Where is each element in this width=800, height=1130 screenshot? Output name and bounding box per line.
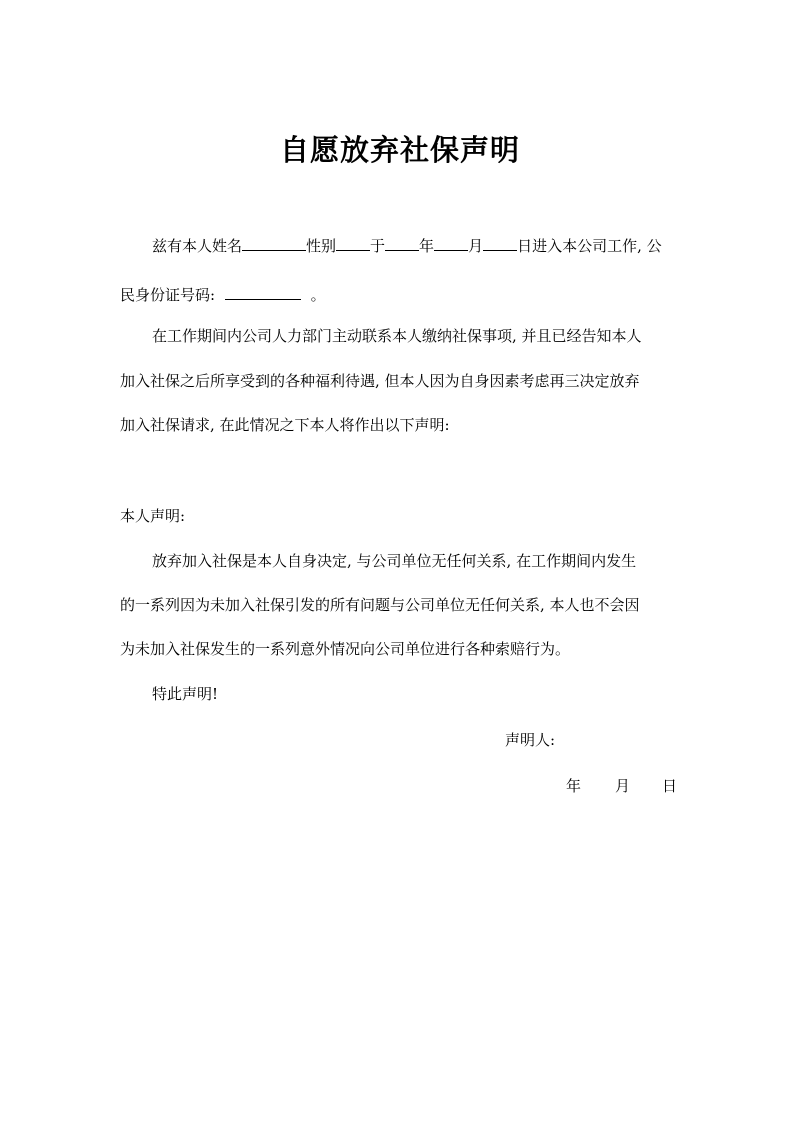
declaration-line: 的一系列因为未加入社保引发的所有问题与公司单位无任何关系, 本人也不会因: [120, 596, 640, 614]
declaration-heading: 本人声明:: [120, 507, 186, 525]
id-number-period: 。: [310, 286, 326, 304]
name-label: 兹有本人姓名: [152, 237, 243, 255]
year-blank: [385, 234, 419, 251]
date-year-label: 年: [566, 777, 582, 795]
day-blank: [483, 234, 517, 251]
id-number-line: [120, 283, 326, 306]
signature-label: 声明人:: [505, 731, 556, 749]
paragraph-line: 加入社保请求, 在此情况之下本人将作出以下声明:: [120, 416, 450, 434]
join-company-text: 日进入本公司工作, 公: [517, 237, 662, 255]
on-label: 于: [370, 237, 386, 255]
date-month-label: 月: [615, 777, 631, 795]
gender-blank: [336, 234, 370, 251]
paragraph-line: 加入社保之后所享受到的各种福利待遇, 但本人因为自身因素考虑再三决定放弃: [120, 372, 640, 390]
declaration-line: 放弃加入社保是本人自身决定, 与公司单位无任何关系, 在工作期间内发生: [152, 552, 637, 570]
month-label: 月: [468, 237, 484, 255]
date-day-label: 日: [662, 777, 678, 795]
personal-info-line: [152, 234, 682, 257]
closing-text: 特此声明!: [152, 685, 219, 703]
paragraph-line: 在工作期间内公司人力部门主动联系本人缴纳社保事项, 并且已经告知本人: [152, 327, 642, 345]
id-number-blank: [225, 283, 301, 300]
gender-label: 性别: [306, 237, 337, 255]
declaration-line: 为未加入社保发生的一系列意外情况向公司单位进行各种索赔行为。: [120, 640, 571, 658]
document-title: 自愿放弃社保声明: [279, 133, 520, 167]
year-label: 年: [419, 237, 435, 255]
month-blank: [434, 234, 468, 251]
name-blank: [242, 234, 306, 251]
id-number-label: 民身份证号码:: [120, 286, 216, 304]
